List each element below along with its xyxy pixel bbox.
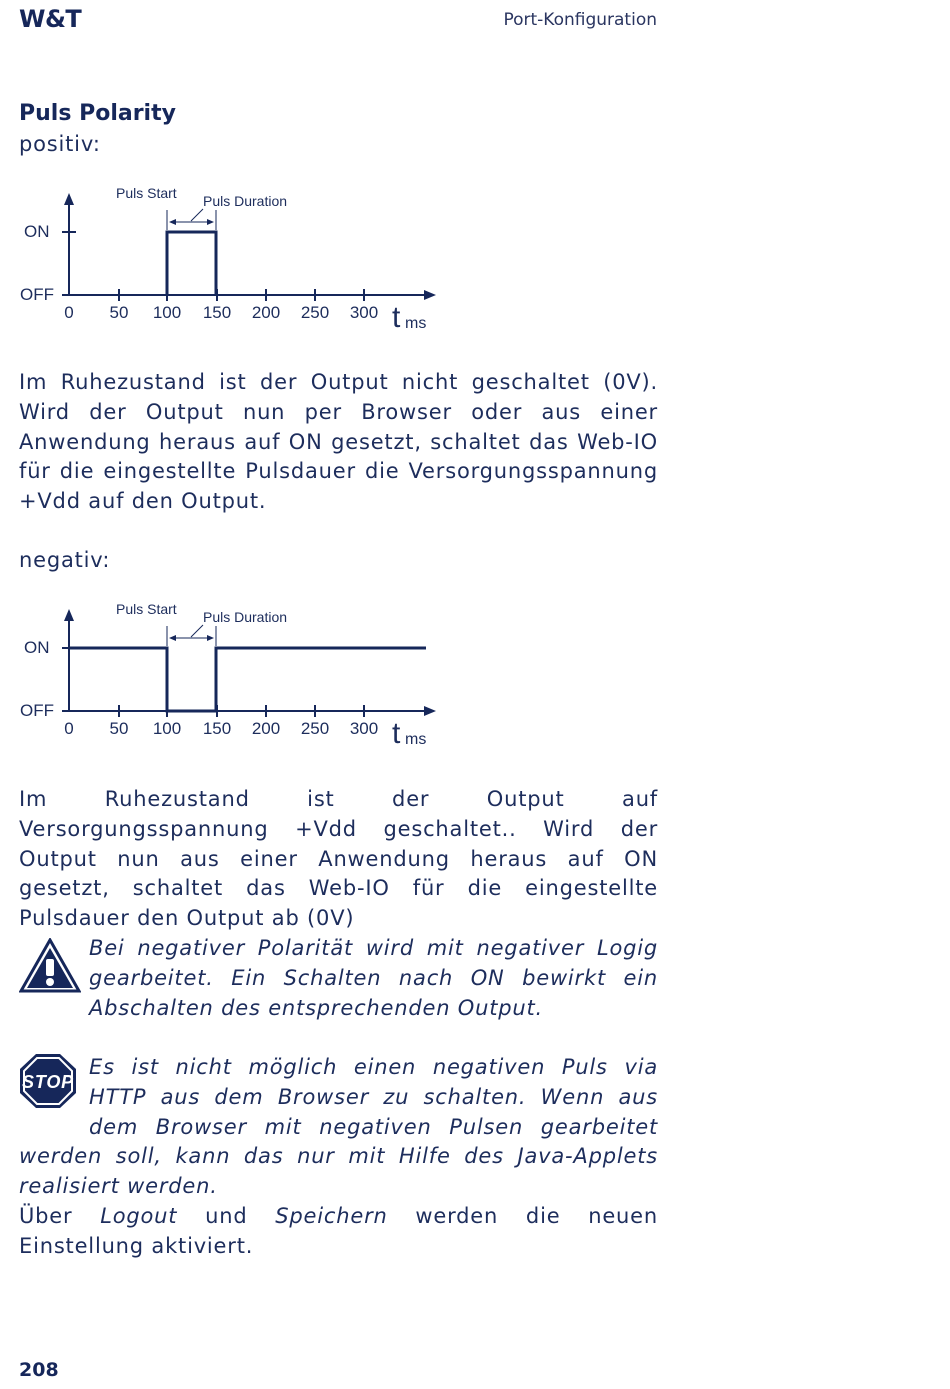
stop-text: Es ist nicht möglich einen negativen Puls via HTTP aus dem Browser zu schalten. Wenn aus dem Browser mit negativen Pulsen gearbeitet werden soll, kann das nur mit Hilfe des Java-Applets realisiert werden. xyxy=(19,1055,658,1199)
x-tick-label: 150 xyxy=(202,719,232,738)
x-unit-label: t xyxy=(392,301,401,334)
x-tick-label: 250 xyxy=(300,303,330,322)
x-tick-label: 50 xyxy=(109,719,129,738)
positive-label: positiv: xyxy=(19,132,101,156)
puls-duration-label: Puls Duration xyxy=(203,609,288,625)
x-tick-label: 50 xyxy=(109,303,129,322)
stop-note xyxy=(19,1053,658,1202)
stop-sign-icon xyxy=(19,1053,77,1118)
x-tick-label: 100 xyxy=(152,303,182,322)
stop-icon-text: STOP xyxy=(22,1072,74,1092)
warning-text: Bei negativer Polarität wird mit negativer Logig gearbeitet. Ein Schalten nach ON bewirkt ein Abschalten des entsprechenden Output. xyxy=(89,936,658,1020)
puls-start-label: Puls Start xyxy=(116,185,177,201)
activation-suffix: werden die neuen Einstellung aktiviert. xyxy=(19,1204,658,1258)
pulse-signal xyxy=(167,232,216,295)
page-header-title: Port-Konfiguration xyxy=(503,10,657,30)
section-title: Puls Polarity xyxy=(19,101,176,126)
negative-label: negativ: xyxy=(19,548,111,572)
x-tick-label: 200 xyxy=(251,303,281,322)
brand-logo: W&T xyxy=(19,5,82,33)
y-axis-arrow xyxy=(64,609,74,621)
warning-note xyxy=(19,934,658,1023)
y-axis-arrow xyxy=(64,193,74,205)
puls-duration-label: Puls Duration xyxy=(203,193,288,209)
speichern-term: Speichern xyxy=(275,1204,388,1228)
x-tick-label: 200 xyxy=(251,719,281,738)
activation-middle: und xyxy=(177,1204,276,1228)
x-unit-sub-label: ms xyxy=(405,731,427,748)
puls-start-label: Puls Start xyxy=(116,601,177,617)
off-label: OFF xyxy=(20,701,54,720)
x-axis-arrow xyxy=(424,290,436,300)
on-label: ON xyxy=(24,638,50,657)
logout-term: Logout xyxy=(100,1204,178,1228)
activation-paragraph xyxy=(19,1202,658,1262)
negative-description: Im Ruhezustand ist der Output auf Versorgungsspannung +Vdd geschaltet.. Wird der Output nun aus einer Anwendung heraus auf ON gesetzt, schaltet das Web-IO für die eingestellte Pulsdauer den Output ab (0V) xyxy=(19,787,658,931)
negative-pulse-diagram xyxy=(14,594,444,754)
activation-prefix: Über xyxy=(19,1204,101,1228)
x-unit-label: t xyxy=(392,717,401,750)
x-tick-label: 300 xyxy=(349,303,379,322)
off-label: OFF xyxy=(20,285,54,304)
pulse-signal xyxy=(69,648,426,711)
x-tick-label: 0 xyxy=(64,303,74,322)
x-axis-arrow xyxy=(424,706,436,716)
x-tick-label: 300 xyxy=(349,719,379,738)
x-tick-label: 0 xyxy=(64,719,74,738)
x-tick-label: 150 xyxy=(202,303,232,322)
x-tick-label: 100 xyxy=(152,719,182,738)
warning-triangle-icon xyxy=(19,938,81,1003)
page-number: 208 xyxy=(19,1359,59,1381)
positive-description: Im Ruhezustand ist der Output nicht geschaltet (0V). Wird der Output nun per Browser oder aus einer Anwendung heraus auf ON gesetzt, schaltet das Web-IO für die eingestellte Pulsdauer die Versorgungsspannung +Vdd auf den Output. xyxy=(19,370,658,514)
on-label: ON xyxy=(24,222,50,241)
positive-pulse-diagram xyxy=(14,178,444,338)
x-unit-sub-label: ms xyxy=(405,315,427,332)
x-tick-label: 250 xyxy=(300,719,330,738)
